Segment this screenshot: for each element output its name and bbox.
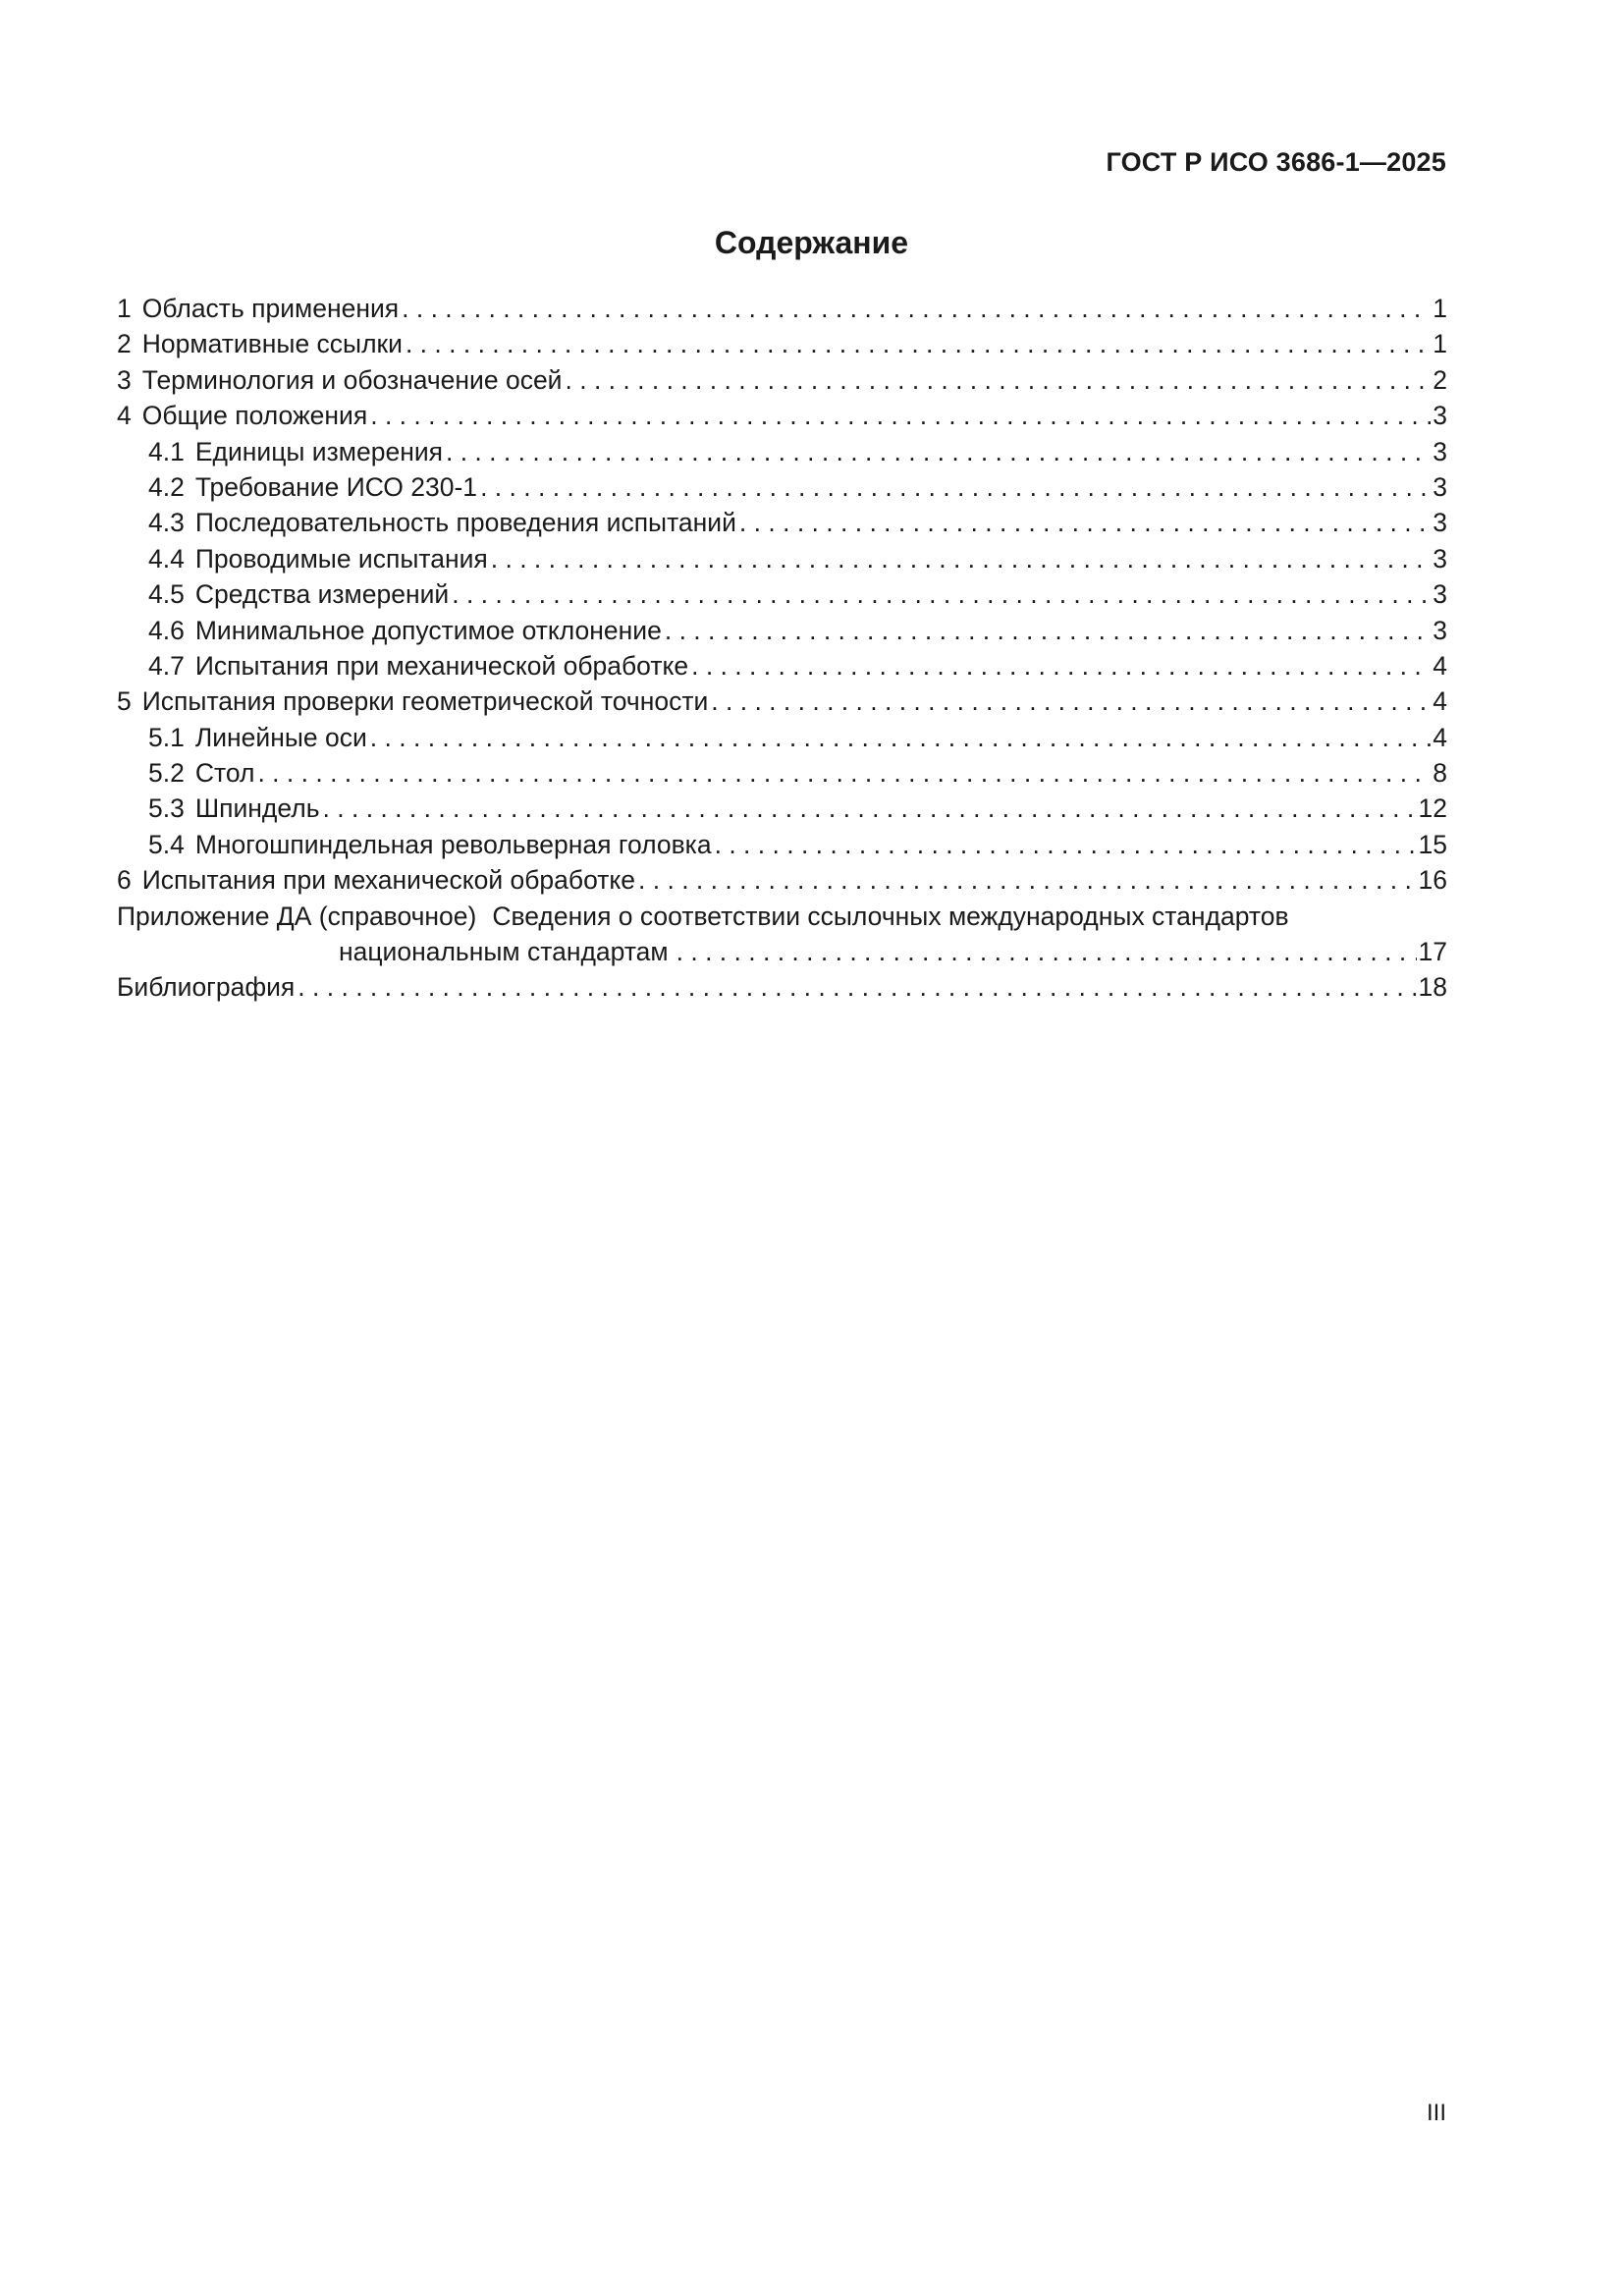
toc-entry-page: 3 (1433, 401, 1447, 431)
toc-dot-leader (446, 434, 1431, 469)
toc-entry-label: Библиография (117, 972, 296, 1003)
toc-entry-label: Требование ИСО 230-1 (194, 471, 478, 502)
toc-entry-5-1[interactable] (117, 720, 1447, 755)
toc-entry-number: 5.1 (148, 722, 185, 752)
toc-entry-page: 2 (1433, 364, 1447, 395)
toc-dot-leader (480, 469, 1431, 505)
toc-entry-5[interactable] (117, 683, 1447, 719)
table-of-contents (117, 291, 1447, 1006)
toc-entry-label: Средства измерений (194, 579, 450, 610)
toc-dot-leader (323, 791, 1417, 826)
toc-entry-page: 3 (1433, 508, 1447, 538)
toc-entry-number: 5.3 (148, 793, 185, 824)
toc-entry-label: Проводимые испытания (194, 543, 488, 574)
toc-dot-leader (638, 862, 1417, 898)
toc-entry-number: 4 (117, 401, 132, 431)
toc-entry-label: Минимальное допустимое отклонение (194, 615, 662, 645)
toc-dot-leader (715, 827, 1417, 862)
toc-entry-page: 4 (1433, 686, 1447, 717)
toc-entry-4-7[interactable] (117, 648, 1447, 683)
toc-entry-number: 4.1 (148, 436, 185, 466)
toc-dot-leader (370, 720, 1431, 755)
toc-entry-number: 5 (117, 686, 132, 717)
toc-dot-leader (711, 683, 1431, 719)
toc-entry-label: Многошпиндельная револьверная головка (194, 829, 712, 859)
toc-entry-3[interactable] (117, 362, 1447, 398)
toc-entry-label: Единицы измерения (194, 436, 443, 466)
toc-dot-leader (402, 291, 1431, 326)
toc-entry-4-6[interactable] (117, 613, 1447, 648)
toc-entry-number: 5.4 (148, 829, 185, 859)
toc-entry-page: 12 (1418, 793, 1447, 824)
annex-title-line1: Сведения о соответствии ссылочных международных стандартов (492, 901, 1289, 931)
toc-entry-6[interactable] (117, 862, 1447, 898)
toc-entry-label: Нормативные ссылки (141, 329, 403, 359)
toc-entry-number: 4.7 (148, 650, 185, 681)
toc-entry-page: 16 (1418, 865, 1447, 896)
toc-entry-number: 3 (117, 364, 132, 395)
toc-entry-label: Шпиндель (194, 793, 320, 824)
annex-title-continuation (117, 934, 1447, 969)
toc-dot-leader (370, 398, 1431, 433)
toc-entry-number: 4.5 (148, 579, 185, 610)
toc-title: Содержание (714, 225, 909, 260)
annex-title-line2: национальным стандартам (339, 937, 669, 967)
toc-entry-number: 4.3 (148, 508, 185, 538)
toc-entry-4-1[interactable] (117, 434, 1447, 469)
toc-entry-4-4[interactable] (117, 541, 1447, 576)
document-code: ГОСТ Р ИСО 3686-1—2025 (1106, 147, 1446, 177)
toc-entry-label: Испытания при механической обработке (194, 650, 689, 681)
toc-entry-annex[interactable] (117, 899, 1447, 970)
toc-entry-page: 3 (1433, 436, 1447, 466)
toc-dot-leader (566, 362, 1432, 398)
toc-entry-4-2[interactable] (117, 469, 1447, 505)
toc-dot-leader (739, 505, 1431, 540)
toc-entry-page: 8 (1433, 758, 1447, 789)
toc-dot-leader (691, 648, 1431, 683)
toc-entry-number: 4.4 (148, 543, 185, 574)
toc-dot-leader (298, 969, 1416, 1005)
toc-entry-number: 4.2 (148, 471, 185, 502)
toc-dot-leader (406, 326, 1431, 361)
toc-entry-page: 3 (1433, 471, 1447, 502)
page-number: III (1426, 2100, 1446, 2126)
toc-entry-4[interactable] (117, 398, 1447, 433)
toc-entry-5-4[interactable] (117, 827, 1447, 862)
toc-entry-page: 3 (1433, 579, 1447, 610)
toc-dot-leader (665, 613, 1431, 648)
toc-entry-page: 17 (1418, 937, 1447, 967)
toc-entry-page: 3 (1433, 615, 1447, 645)
toc-entry-label: Испытания при механической обработке (141, 865, 636, 896)
toc-entry-label: Последовательность проведения испытаний (194, 508, 736, 538)
toc-entry-page: 1 (1433, 329, 1447, 359)
toc-entry-label: Общие положения (141, 401, 368, 431)
toc-entry-label: Линейные оси (194, 722, 367, 752)
toc-entry-page: 3 (1433, 543, 1447, 574)
annex-label: Приложение ДА (справочное) (117, 901, 477, 931)
toc-entry-page: 1 (1433, 294, 1447, 323)
toc-dot-leader (491, 541, 1432, 576)
toc-entry-page: 4 (1433, 650, 1447, 681)
toc-entry-label: Стол (194, 758, 255, 789)
toc-entry-page: 4 (1433, 722, 1447, 752)
annex-heading-line (117, 899, 1447, 934)
toc-entry-number: 4.6 (148, 615, 185, 645)
toc-entry-number: 5.2 (148, 758, 185, 789)
toc-dot-leader (676, 934, 1417, 969)
toc-entry-2[interactable] (117, 326, 1447, 361)
toc-entry-label: Терминология и обозначение осей (141, 364, 563, 395)
toc-entry-5-3[interactable] (117, 791, 1447, 826)
toc-entry-number: 2 (117, 329, 132, 359)
toc-entry-page: 15 (1418, 829, 1447, 859)
toc-entry-number: 1 (117, 294, 132, 323)
toc-entry-label: Испытания проверки геометрической точности (141, 686, 709, 717)
toc-dot-leader (257, 755, 1431, 791)
toc-entry-5-2[interactable] (117, 755, 1447, 791)
toc-entry-4-3[interactable] (117, 505, 1447, 540)
toc-entry-1[interactable] (117, 291, 1447, 326)
toc-entry-page: 18 (1418, 972, 1447, 1003)
toc-entry-bibliography[interactable] (117, 969, 1447, 1005)
toc-dot-leader (452, 576, 1431, 612)
toc-entry-4-5[interactable] (117, 576, 1447, 612)
toc-entry-label: Область применения (141, 294, 400, 323)
toc-entry-number: 6 (117, 865, 132, 896)
